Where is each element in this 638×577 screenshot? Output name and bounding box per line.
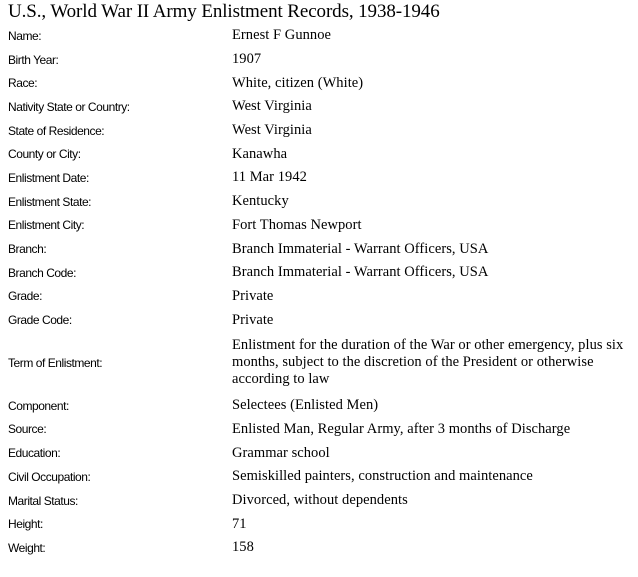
field-value: Ernest F Gunnoe: [232, 27, 332, 44]
field-label: Term of Enlistment:: [8, 355, 103, 370]
field-row-enlistment-city: [8, 214, 632, 238]
field-label: Height:: [8, 517, 43, 532]
field-row-component: [8, 394, 632, 418]
field-label: Nativity State or Country:: [8, 99, 130, 114]
field-row-enlistment-date: [8, 166, 632, 190]
field-value: Private: [232, 311, 274, 328]
field-label: Branch:: [8, 242, 47, 257]
field-label: Education:: [8, 446, 61, 461]
field-value: White, citizen (White): [232, 74, 364, 91]
field-label: Source:: [8, 422, 47, 437]
field-value: 158: [232, 539, 254, 556]
field-row-weight: [8, 536, 632, 560]
field-row-birth-year: [8, 48, 632, 72]
field-value: Branch Immaterial - Warrant Officers, USA: [232, 240, 489, 257]
field-value: Branch Immaterial - Warrant Officers, USA: [232, 264, 489, 281]
field-value: Kentucky: [232, 193, 289, 210]
field-row-grade-code: [8, 308, 632, 332]
field-row-branch: [8, 237, 632, 261]
field-label: Name:: [8, 28, 42, 43]
field-label: Race:: [8, 76, 38, 91]
field-value: West Virginia: [232, 98, 312, 115]
field-value: 71: [232, 515, 247, 532]
field-row-civil-occupation: [8, 465, 632, 489]
field-label: Enlistment Date:: [8, 170, 89, 185]
field-label: Branch Code:: [8, 265, 76, 280]
field-label: Enlistment State:: [8, 194, 92, 209]
field-value: 11 Mar 1942: [232, 169, 307, 186]
field-value: Enlisted Man, Regular Army, after 3 months of Discharge: [232, 420, 571, 437]
field-row-state-of-residence: [8, 119, 632, 143]
field-value: Enlistment for the duration of the War or other emergency, plus six months, subject to the discretion of the President or otherwise according to law: [232, 337, 624, 388]
field-label: Civil Occupation:: [8, 469, 91, 484]
field-value: Semiskilled painters, construction and maintenance: [232, 468, 533, 485]
field-value: Grammar school: [232, 444, 330, 461]
field-row-nativity: [8, 95, 632, 119]
field-label: State of Residence:: [8, 123, 105, 138]
field-row-county-or-city: [8, 142, 632, 166]
field-row-height: [8, 512, 632, 536]
field-label: County or City:: [8, 147, 81, 162]
field-row-name: [8, 24, 632, 48]
field-value: Fort Thomas Newport: [232, 216, 362, 233]
field-row-grade: [8, 285, 632, 309]
record-fields-table: [8, 24, 632, 560]
field-label: Marital Status:: [8, 493, 78, 508]
field-row-race: [8, 71, 632, 95]
field-label: Component:: [8, 398, 69, 413]
field-value: West Virginia: [232, 122, 312, 139]
field-row-source: [8, 418, 632, 442]
field-label: Enlistment City:: [8, 218, 85, 233]
field-row-education: [8, 441, 632, 465]
record-title: U.S., World War II Army Enlistment Records, 1938-1946: [8, 1, 440, 22]
field-label: Weight:: [8, 540, 46, 555]
field-label: Grade Code:: [8, 313, 72, 328]
field-value: 1907: [232, 51, 262, 68]
field-row-marital-status: [8, 489, 632, 513]
field-row-branch-code: [8, 261, 632, 285]
field-row-enlistment-state: [8, 190, 632, 214]
field-label: Birth Year:: [8, 52, 59, 67]
field-label: Grade:: [8, 289, 42, 304]
field-row-term-of-enlistment: [8, 332, 632, 394]
field-value: Divorced, without dependents: [232, 492, 408, 509]
field-value: Private: [232, 287, 274, 304]
field-value: Selectees (Enlisted Men): [232, 397, 379, 414]
field-value: Kanawha: [232, 145, 288, 162]
